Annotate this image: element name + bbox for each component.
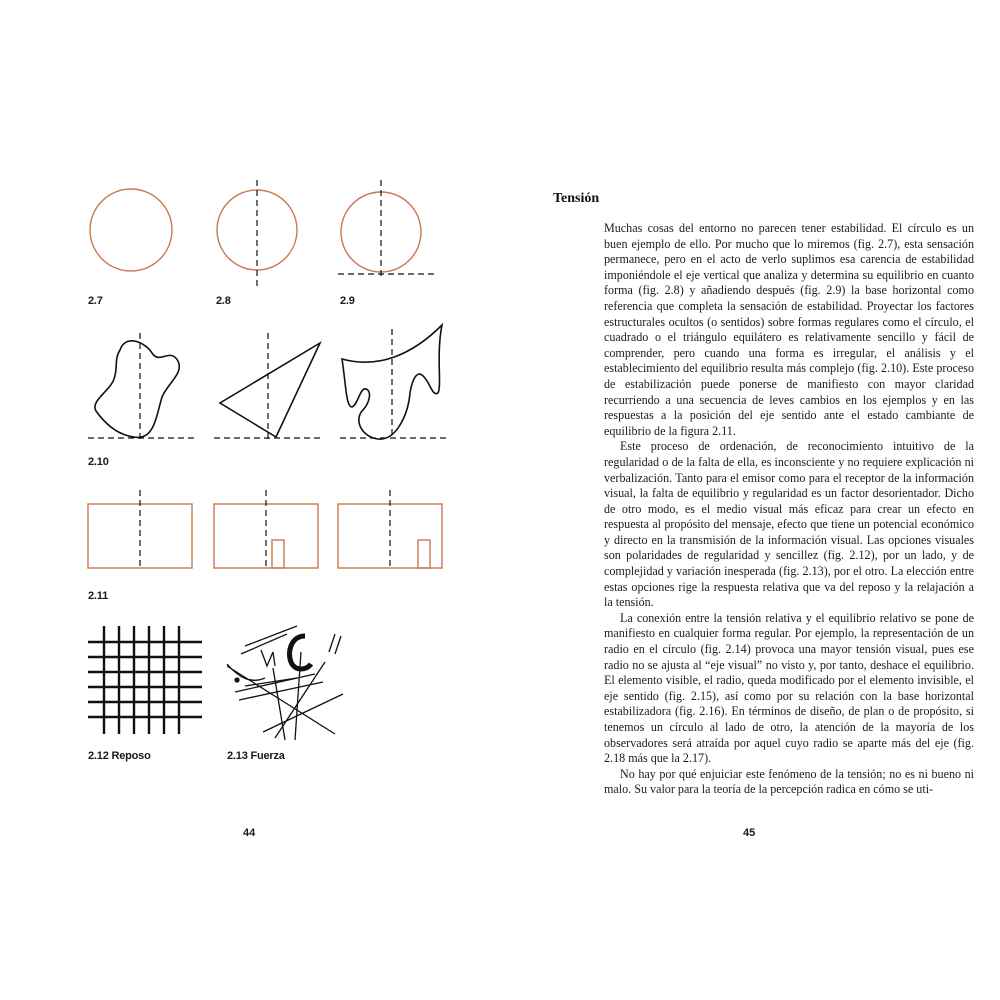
page-number-right: 45 <box>743 827 756 839</box>
paragraph: Este proceso de ordenación, de reconocimiento intuitivo de la regularidad o de la falta de ella, es inconsciente y no requiere explicación ni verbalización. Tanto para el emisor como para el receptor de la información visual, la falta de equilibrio y regularidad es un factor desorientador. Dicho de otro modo, es el medio visual más eficaz para crear un efecto en respuesta al propósito del mensaje, efecto que tiene un potencial económico y directo en la transmisión de la información visual. Las opciones visuales son polaridades de regularidad y sencillez (fig. 2.12), por un lado, y de complejidad y variación inesperada (fig. 2.13), por el otro. La elección entre estas opciones rige la respuesta relativa que va del reposo y la relajación a la tensión. <box>604 439 974 610</box>
caption-2-7: 2.7 <box>88 295 103 307</box>
figure-2-12-grid <box>88 622 208 742</box>
paragraph: No hay por qué enjuiciar este fenómeno de la tensión; no es ni bueno ni malo. Su valor para la teoría de la percepción radica en cómo se uti- <box>604 766 974 797</box>
section-heading: Tensión <box>553 191 600 206</box>
figure-2-13-force <box>225 622 355 742</box>
caption-2-13: 2.13 Fuerza <box>227 750 285 762</box>
caption-2-10: 2.10 <box>88 456 109 468</box>
figure-2-10-triangle <box>214 325 324 445</box>
caption-2-11: 2.11 <box>88 590 109 602</box>
caption-2-12: 2.12 Reposo <box>88 750 151 762</box>
figure-2-11-b <box>214 490 324 575</box>
figure-2-9 <box>336 180 436 290</box>
figure-2-7 <box>88 180 178 280</box>
body-text <box>604 221 974 798</box>
caption-2-8: 2.8 <box>216 295 231 307</box>
caption-2-9: 2.9 <box>340 295 355 307</box>
figure-2-10-flag <box>338 325 448 445</box>
figure-2-11-c <box>338 490 448 575</box>
figure-2-10-blob <box>88 325 198 445</box>
page-number-left: 44 <box>243 827 256 839</box>
figure-2-11-a <box>88 490 198 575</box>
paragraph: La conexión entre la tensión relativa y el equilibrio relativo se pone de manifiesto en cualquier forma regular. Por ejemplo, la representación de un radio en el círculo (fig. 2.14) provoca una mayor tensión visual, pues ese radio no se ajusta al “eje visual” no visto y, por tanto, deshace el equilibrio. El elemento visible, el radio, queda modificado por el elemento invisible, el eje sentido (fig. 2.15), así como por su relación con la base horizontal estabilizadora (fig. 2.16). En términos de diseño, de plan o de propósito, si tenemos un círculo al lado de otro, la atención de la mayoría de los observadores será atraída por aquel cuyo radio se aparte más del eje (fig. 2.18 más que la 2.17). <box>604 610 974 766</box>
figure-2-8 <box>212 180 312 290</box>
paragraph: Muchas cosas del entorno no parecen tener estabilidad. El círculo es un buen ejemplo de ello. Por mucho que lo miremos (fig. 2.7), esta sensación permanece, pero en el acto de verlo suplimos esa carencia de estabilidad imponiéndole el eje vertical que analiza y determina su equilibrio en cuanto forma (fig. 2.8) y añadiendo después (fig. 2.9) la base horizontal como referencia que completa la sensación de estabilidad. Proyectar los factores estructurales ocultos (o sentidos) sobre formas regulares como el círculo, el cuadrado o el triángulo equilátero es relativamente sencillo y fácil de comprender, pero cuando una forma es irregular, el análisis y el establecimiento del equilibrio resulta más complejo (fig. 2.10). Este proceso de estabilización puede ponerse de manifiesto con mayor claridad recurriendo a una secuencia de leves cambios en los ejemplos y en las respuestas a la posición del eje sentido ante el estado cambiante de equilibrio de la figura 2.11. <box>604 221 974 438</box>
